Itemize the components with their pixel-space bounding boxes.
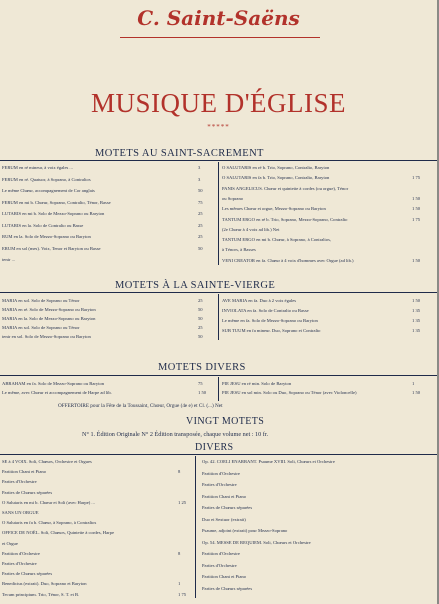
catalog-entry-price: 1 35 — [412, 308, 421, 313]
catalog-entry: Le même Chœur, accompagnement de Cor anglais — [2, 188, 95, 193]
catalog-entry-price: 1 — [178, 581, 181, 587]
catalog-entry: Tecum principium. Trio, Ténor, S. T. et B. — [2, 591, 80, 597]
header-rule — [120, 37, 320, 38]
catalog-entry: Benedictus (extrait). Duo, Soprano et Baryton — [2, 581, 87, 587]
catalog-entry: O SALUTARIS en fa b. Trio, Soprano, Contralto, Baryton — [222, 175, 330, 181]
catalog-entry: à Ténors, à Basses — [222, 247, 256, 253]
catalog-entry: O Salutaris en fa b. Chœur, à Soprano, à Contraltos — [2, 520, 97, 526]
catalog-entry: O SALUTARIS en ré b. Trio, Soprano, Contralto, Baryton — [222, 165, 330, 170]
catalog-entry: Le même en fa. Solo de Mezzo-Soprano ou Baryton — [222, 318, 318, 323]
catalog-entry: ABRAHAM en fa. Solo de Mezzo-Soprano ou Baryton — [2, 381, 105, 386]
catalog-entry-price: 50 — [198, 307, 203, 312]
catalog-entry-price: 3 — [198, 176, 201, 182]
catalog-entry-price: 25 — [198, 234, 203, 239]
catalog-entry-price: 1 35 — [412, 328, 421, 333]
catalog-entry: VENI CREATOR en fa. Chœur à 4 voix d'hommes avec Orgue (ad lib.) — [222, 257, 354, 263]
catalog-entry: MARIA en sol. Solo de Soprano ou Ténor — [2, 325, 80, 330]
composer-name: C. Saint-Saëns — [137, 6, 300, 30]
catalog-entry: et Orgue — [2, 540, 18, 546]
catalog-entry: SUB TUUM en fa mineur. Duo, Soprano et Contralto — [222, 328, 321, 333]
catalog-entry: SE à 4 VOIX. Soli, Chœurs, Orchestre et Orgues — [2, 459, 92, 464]
catalog-entry-price: 25 — [198, 325, 203, 330]
catalog-entry-price: 50 — [198, 188, 203, 193]
catalog-entry-price: 25 — [198, 222, 203, 228]
catalog-entry: LUTARIS en mi b. Solo de Mezzo-Soprano ou Baryton — [2, 211, 105, 216]
catalog-entry: TANTUM ERGO en mi b. Chœur, à Soprano, à Contraltos, — [222, 237, 332, 243]
catalog-entry: Psaume, adjoint (extrait) pour Mezzo-Soprano — [202, 528, 288, 533]
catalog-entry: Partition Chant et Piano — [202, 493, 247, 499]
catalog-entry: Parties de Chœurs séparées — [202, 505, 253, 510]
catalog-entry: Parties d'Orchestre — [2, 561, 37, 566]
vingt-motets-subtitle: N° 1. Édition Originale N° 2 Édition transposée, chaque volume net : 10 fr. — [82, 431, 269, 438]
section-heading-vingt-motets: VINGT MOTETS — [186, 416, 265, 427]
catalog-entry: Parties de Chœurs séparées — [2, 489, 53, 495]
catalog-entry: Parties d'Orchestre — [2, 479, 37, 485]
catalog-entry-price: 25 — [198, 211, 203, 216]
section-divider — [0, 375, 437, 376]
catalog-entry-price: 75 — [198, 381, 203, 386]
catalog-entry-price: 1 50 — [198, 390, 207, 395]
column-divider — [218, 162, 219, 265]
catalog-entry: OFFICE DE NOËL. Soli, Chœurs, Quintette à cordes, Harpe — [2, 530, 115, 536]
catalog-entry: Op. 54. MESSE DE REQUIEM. Soli, Chœurs et Orchestre — [202, 539, 311, 545]
catalog-entry: Parties d'Orchestre — [202, 562, 237, 568]
catalog-entry: AVE MARIA en fa. Duo à 2 voix égales — [222, 298, 297, 303]
catalog-entry: Parties d'Orchestre — [202, 482, 237, 487]
offertoire-line: OFFERTOIRE pour la Fête de la Toussaint, Chœur, Orgue (4e e) et Cl. (...) Net — [58, 403, 223, 409]
catalog-entry: RUM en la. Solo de Mezzo-Soprano ou Baryton — [2, 234, 91, 239]
catalog-entry: Partition d'Orchestre — [2, 550, 40, 556]
section-heading-motets-divers: MOTETS DIVERS — [158, 362, 246, 373]
catalog-entry: Partition d'Orchestre — [202, 470, 240, 476]
catalog-entry-price: 1 50 — [412, 206, 421, 212]
catalog-entry: ERUM en sol (mes). Voix, Tenor et Baryton ou Basse — [2, 245, 101, 251]
catalog-entry-price: 1 50 — [412, 298, 421, 303]
catalog-entry-price: 25 — [198, 298, 203, 303]
catalog-entry-price: 75 — [198, 199, 203, 205]
catalog-entry: Op. 42. COELI ENARRANT. Psaume XVIII. Soli, Chœurs et Orchestre — [202, 459, 335, 464]
catalog-entry-price: 1 25 — [178, 499, 187, 505]
catalog-entry-price: 1 75 — [178, 591, 187, 597]
catalog-entry: Partition d'Orchestre — [202, 551, 240, 556]
catalog-entry-price: 8 — [178, 469, 181, 475]
catalog-entry: Parties de Chœurs séparées — [202, 585, 253, 591]
catalog-entry-price: 50 — [198, 245, 203, 251]
catalog-entry: PIE JESU en sol min. Solo ou Duo, Soprano ou Ténor (avec Violoncelle) — [222, 390, 357, 395]
title-stars: ***** — [207, 123, 230, 131]
catalog-entry: (2e Chœur à 4 voix ad lib.) Net — [222, 226, 280, 232]
catalog-entry-price: 1 75 — [412, 216, 421, 222]
section-divider — [0, 160, 437, 161]
catalog-entry: SANS UN ORGUE — [2, 510, 39, 515]
column-divider — [218, 377, 219, 401]
catalog-entry-price: 3 — [198, 165, 201, 170]
catalog-entry: Parties de Chœurs séparées — [2, 571, 53, 577]
catalog-entry-price: 1 50 — [412, 257, 421, 263]
catalog-entry: INVIOLATA en fa. Solo de Contralto ou Basse — [222, 308, 309, 313]
catalog-entry: Duo et Sextuor (extrait) — [202, 516, 246, 522]
catalog-entry: tenir ... — [2, 257, 16, 262]
catalog-entry-price: 50 — [198, 316, 203, 321]
catalog-entry: ou Soprano — [222, 195, 244, 201]
catalog-entry: FERUM en mi b. Chœur, Soprano, Contralto, Ténor, Basse — [2, 199, 111, 205]
catalog-entry: Le même, avec Chœur et accompagnement de Harpe ad lib. — [2, 390, 112, 395]
catalog-entry: Les mêmes Chœur et orgue, Mezzo-Soprano ou Baryton — [222, 206, 326, 212]
catalog-entry: O Salutaris en mi b. Chœur et Soli (avec Harpe) ... — [2, 499, 95, 505]
section-divider — [0, 292, 437, 293]
section-heading-saint-sacrement: MOTETS AU SAINT-SACREMENT — [95, 148, 264, 159]
catalog-entry-price: 50 — [198, 334, 203, 339]
catalog-entry-price: 1 75 — [412, 175, 421, 181]
catalog-entry: MARIA en la. Solo de Mezzo-Soprano ou Baryton — [2, 316, 96, 321]
page-title: MUSIQUE D'ÉGLISE — [90, 88, 347, 118]
section-divider — [0, 454, 437, 455]
catalog-entry: TANTUM ERGO en ré b. Trio, Soprano, Mezzo-Soprano, Contralto — [222, 216, 348, 222]
column-divider — [218, 294, 219, 340]
catalog-entry-price: 8 — [178, 550, 181, 556]
catalog-entry: Partition Chant et Piano — [202, 574, 247, 579]
catalog-entry-price: 1 50 — [412, 390, 421, 395]
catalog-entry: FERUM en ré. Quatuor, à Soprano, à Contraltos — [2, 176, 91, 182]
column-divider — [195, 456, 196, 598]
catalog-entry: PIE JESU en ré min. Solo de Baryton — [222, 381, 292, 386]
catalog-entry: tenir en sol. Solo de Mezzo-Soprano ou Baryton — [2, 334, 91, 339]
section-heading-sainte-vierge: MOTETS À LA SAINTE-VIERGE — [115, 280, 276, 291]
catalog-entry: Partition Chant et Piano — [2, 469, 47, 475]
catalog-entry-price: 1 — [412, 381, 415, 386]
catalog-entry: FERUM en ré mineur, à voix égales ... — [2, 165, 73, 170]
section-heading-divers: DIVERS — [195, 442, 234, 453]
catalog-entry-price: 1 50 — [412, 195, 421, 201]
catalog-entry: PANIS ANGELICUS. Chœur et quintette à cordes (ou orgue), Ténor — [222, 185, 349, 191]
catalog-entry-price: 1 35 — [412, 318, 421, 323]
catalog-entry: MARIA en sol. Solo de Soprano ou Ténor — [2, 298, 80, 303]
catalog-entry: LUTARIS en la. Solo de Contralto ou Basse — [2, 222, 84, 228]
catalog-entry: MARIA en ré. Solo de Mezzo-Soprano ou Baryton — [2, 307, 96, 312]
